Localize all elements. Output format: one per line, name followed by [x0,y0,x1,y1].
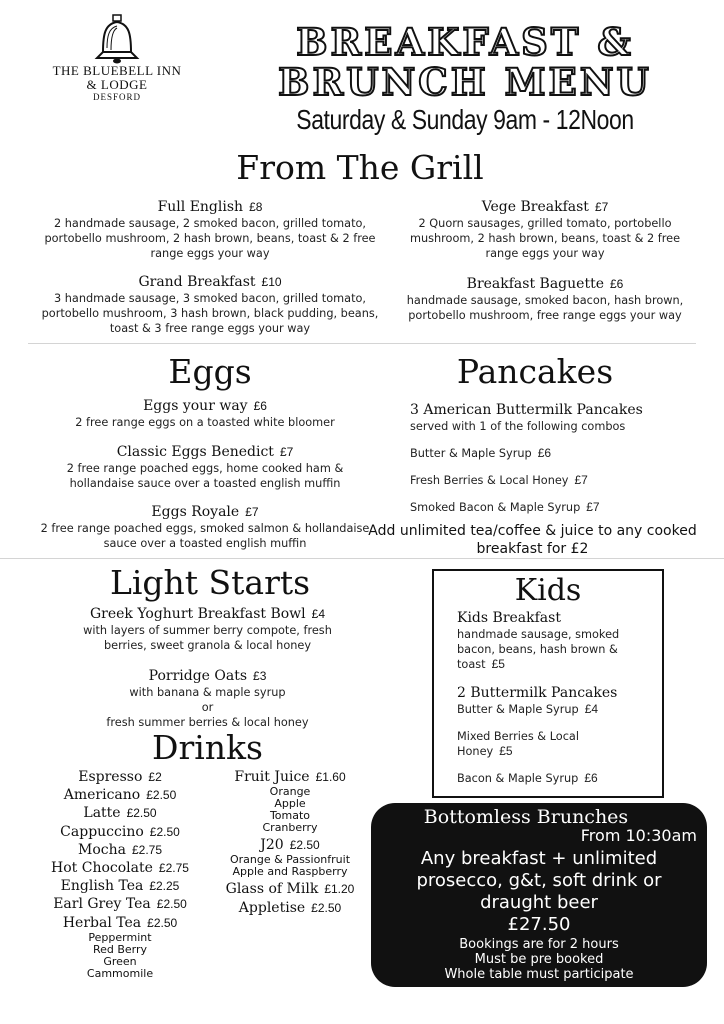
drink-item: Appletise £2.50 [238,899,342,916]
j20-flavour: Apple and Raspberry [232,865,348,879]
item-name: Breakfast Baguette [466,276,604,292]
item-desc-or: or [201,701,214,714]
bottomless-note: Must be pre booked [474,952,604,967]
option-price: £7 [586,500,600,514]
menu-item [40,504,370,551]
item-name: Kids Breakfast [457,610,561,626]
option-label: Butter & Maple Syrup [410,447,532,460]
option-price: £4 [584,702,599,716]
item-price: £10 [261,275,282,289]
item-price: £6 [253,399,267,413]
divider [28,343,696,344]
drink-item: Herbal Tea £2.50 [62,914,178,931]
item-name: Full English [157,199,244,215]
item-desc: handmade sausage, smoked bacon, beans, hash brown & toast £5 [457,628,620,671]
option-price: £5 [499,744,513,758]
menu-item [40,398,370,430]
option-price: £7 [574,473,588,487]
menu-item [40,199,380,261]
bottomless-line: Any breakfast + unlimited [420,848,658,869]
bottomless-note: Whole table must participate [444,967,634,982]
title-line-1: BREAKFAST & [296,20,634,64]
drink-item: J20 £2.50 [260,837,320,854]
juice-flavour: Cranberry [262,821,318,835]
option-label: Butter & Maple Syrup [457,703,579,716]
item-name: 3 American Buttermilk Pancakes [410,402,643,418]
item-price: £7 [594,200,609,214]
bell-icon [89,14,145,64]
logo-name: THE BLUEBELL INN [52,63,182,78]
item-name: Grand Breakfast [138,274,256,290]
kids-option [457,702,648,717]
item-name: Eggs your way [143,398,248,414]
drink-item: Americano £2.50 [63,787,177,804]
opening-hours: Saturday & Sunday 9am - 12Noon [296,104,634,135]
light-starts-section-title: Light Starts [109,563,311,602]
option-label: Smoked Bacon & Maple Syrup [410,501,581,514]
drinks-right-column [210,768,370,917]
item-price: £6 [609,277,624,291]
eggs-section-title: Eggs [168,352,252,391]
kids-option [457,729,607,759]
unlimited-drinks-offer: Add unlimited tea/coffee & juice to any cooked breakfast for £2 [368,523,697,557]
herbal-flavour: Green [103,954,137,968]
juice-flavour: Tomato [269,809,311,823]
item-desc: 3 handmade sausage, 3 smoked bacon, grilled tomato, portobello mushroom, 3 hash brown, black pudding, beans, toast & 3 free range eggs your way [41,292,379,335]
menu-item [385,276,705,323]
logo-sub-lodge: & LODGE [86,77,148,92]
item-desc: with layers of summer berry compote, fresh berries, sweet granola & local honey [83,624,332,652]
item-name: Eggs Royale [151,504,240,520]
title-line-2: BRUNCH MENU [278,60,652,104]
bottomless-time: From 10:30am [580,826,697,845]
item-desc: 2 Quorn sausages, grilled tomato, portobello mushroom, 2 hash brown, beans, toast & 2 free range eggs your way [409,217,681,260]
kids-section-title: Kids [514,573,582,608]
item-price: £8 [249,200,263,214]
menu-item [60,668,355,730]
item-name: Classic Eggs Benedict [116,444,274,460]
drink-item: Latte £2.50 [83,805,157,822]
drink-item: Hot Chocolate £2.75 [51,860,189,877]
pancake-option [410,473,700,488]
item-price: £7 [279,445,294,459]
drink-item: Espresso £2 [78,769,162,785]
drinks-section-title: Drinks [152,728,263,767]
option-label: Bacon & Maple Syrup [457,772,579,785]
kids-box [432,569,664,798]
option-label: Fresh Berries & Local Honey [410,474,569,487]
bottomless-price: £27.50 [507,914,571,935]
item-name: Porridge Oats [148,668,248,684]
option-price: £6 [537,446,552,460]
item-desc: with banana & maple syrup [129,686,286,699]
drinks-left-column [20,768,220,980]
item-price: £7 [245,505,259,519]
item-desc: 2 handmade sausage, 2 smoked bacon, grilled tomato, portobello mushroom, 2 hash brown, beans, toast & 2 free range eggs your way [44,217,376,260]
item-desc: served with 1 of the following combos [410,420,626,433]
drink-item: Earl Grey Tea £2.50 [53,896,187,913]
drink-item: Cappuccino £2.50 [60,823,180,840]
divider [0,558,724,559]
pancake-option [410,500,700,515]
pancakes-item [410,402,710,434]
menu-item [60,606,355,653]
item-name: Vege Breakfast [481,199,589,215]
pancake-option [410,446,700,461]
menu-title [230,22,700,136]
bottomless-title: Bottomless Brunches [423,806,629,828]
menu-item [40,444,370,491]
pancakes-section-title: Pancakes [456,352,614,391]
drink-item: Glass of Milk £1.20 [225,881,355,898]
option-price: £6 [584,771,598,785]
item-price: £5 [491,657,505,671]
item-name: Greek Yoghurt Breakfast Bowl [89,606,306,622]
menu-item [40,274,380,336]
item-desc: handmade sausage, smoked bacon, hash brown, portobello mushroom, free range eggs your way [406,294,684,322]
item-desc: fresh summer berries & local honey [106,716,309,729]
item-price: £3 [253,669,267,683]
logo-sub-location: DESFORD [92,92,141,102]
drink-item: English Tea £2.25 [60,878,180,895]
drink-item: Mocha £2.75 [78,841,162,858]
juice-flavour: Apple [274,797,306,811]
drink-item: Fruit Juice £1.60 [234,769,346,785]
venue-logo [52,14,182,102]
item-price: £4 [311,607,326,621]
bottomless-line: prosecco, g&t, soft drink or [416,870,662,891]
kids-option [457,771,648,786]
menu-item [395,199,695,261]
herbal-flavour: Red Berry [92,942,148,956]
item-desc: 2 free range eggs on a toasted white bloomer [75,416,335,429]
bottomless-note: Bookings are for 2 hours [459,937,619,952]
j20-flavour: Orange & Passionfruit [229,853,351,867]
herbal-flavour: Cammomile [86,966,154,980]
item-name: 2 Buttermilk Pancakes [457,685,618,701]
herbal-flavour: Peppermint [88,930,152,944]
option-label: Mixed Berries & Local Honey [457,730,579,758]
item-desc: 2 free range poached eggs, home cooked ham & hollandaise sauce over a toasted english muffin [66,462,344,490]
bottomless-line: draught beer [480,892,598,913]
juice-flavour: Orange [269,785,311,799]
grill-section-title: From The Grill [236,148,484,187]
bottomless-brunch-panel [371,803,707,987]
item-desc: 2 free range poached eggs, smoked salmon & hollandaise sauce over a toasted english muffin [40,522,370,550]
